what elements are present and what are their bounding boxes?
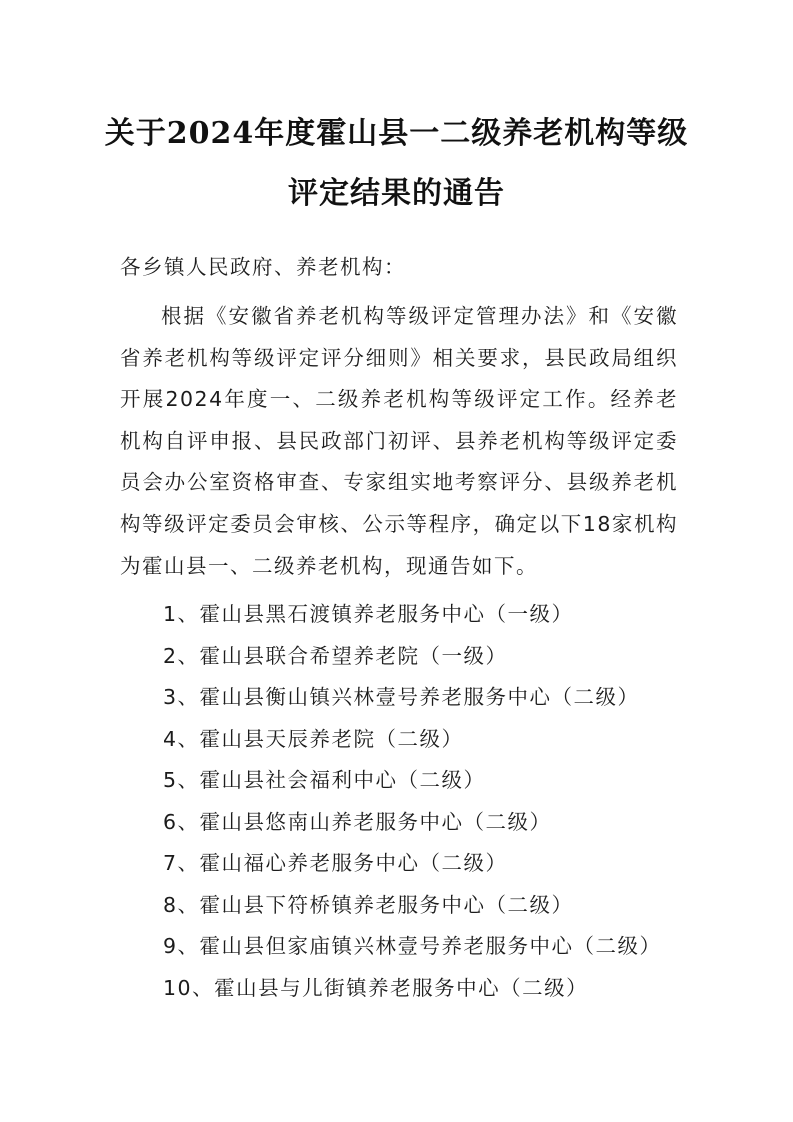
notice-title-line-2: 评定结果的通告 [288, 176, 505, 211]
institution-item: 2、霍山县联合希望养老院（一级） [163, 643, 508, 668]
institution-item: 3、霍山县衡山镇兴林壹号养老服务中心（二级） [163, 685, 640, 709]
institution-item: 4、霍山县天辰养老院（二级） [163, 726, 464, 751]
notice-title-line-1: 关于2024年度霍山县一二级养老机构等级 [104, 116, 689, 151]
institution-item: 6、霍山县悠南山养老服务中心（二级） [163, 809, 552, 834]
institution-item: 7、霍山福心养老服务中心（二级） [163, 851, 508, 875]
institution-item: 10、霍山县与儿街镇养老服务中心（二级） [163, 975, 589, 1000]
institution-list [163, 594, 662, 1009]
salutation: 各乡镇人民政府、养老机构： [120, 255, 406, 279]
institution-item: 9、霍山县但家庙镇兴林壹号养老服务中心（二级） [163, 934, 662, 958]
institution-item: 5、霍山县社会福利中心（二级） [163, 768, 486, 792]
notice-body-paragraph: 根据《安徽省养老机构等级评定管理办法》和《安徽省养老机构等级评定评分细则》相关要求，县民政局组织开展2024年度一、二级养老机构等级评定工作。经养老机构自评申报、县民政部门初评、县养老机构等级评定委员会办公室资格审查、专家组实地考察评分、县级养老机构等级评定委员会审核、公示等程序，确定以下18家机构为霍山县一、二级养老机构，现通告如下。 [120, 304, 678, 578]
institution-item: 1、霍山县黑石渡镇养老服务中心（一级） [163, 602, 574, 626]
institution-item: 8、霍山县下符桥镇养老服务中心（二级） [163, 892, 574, 917]
